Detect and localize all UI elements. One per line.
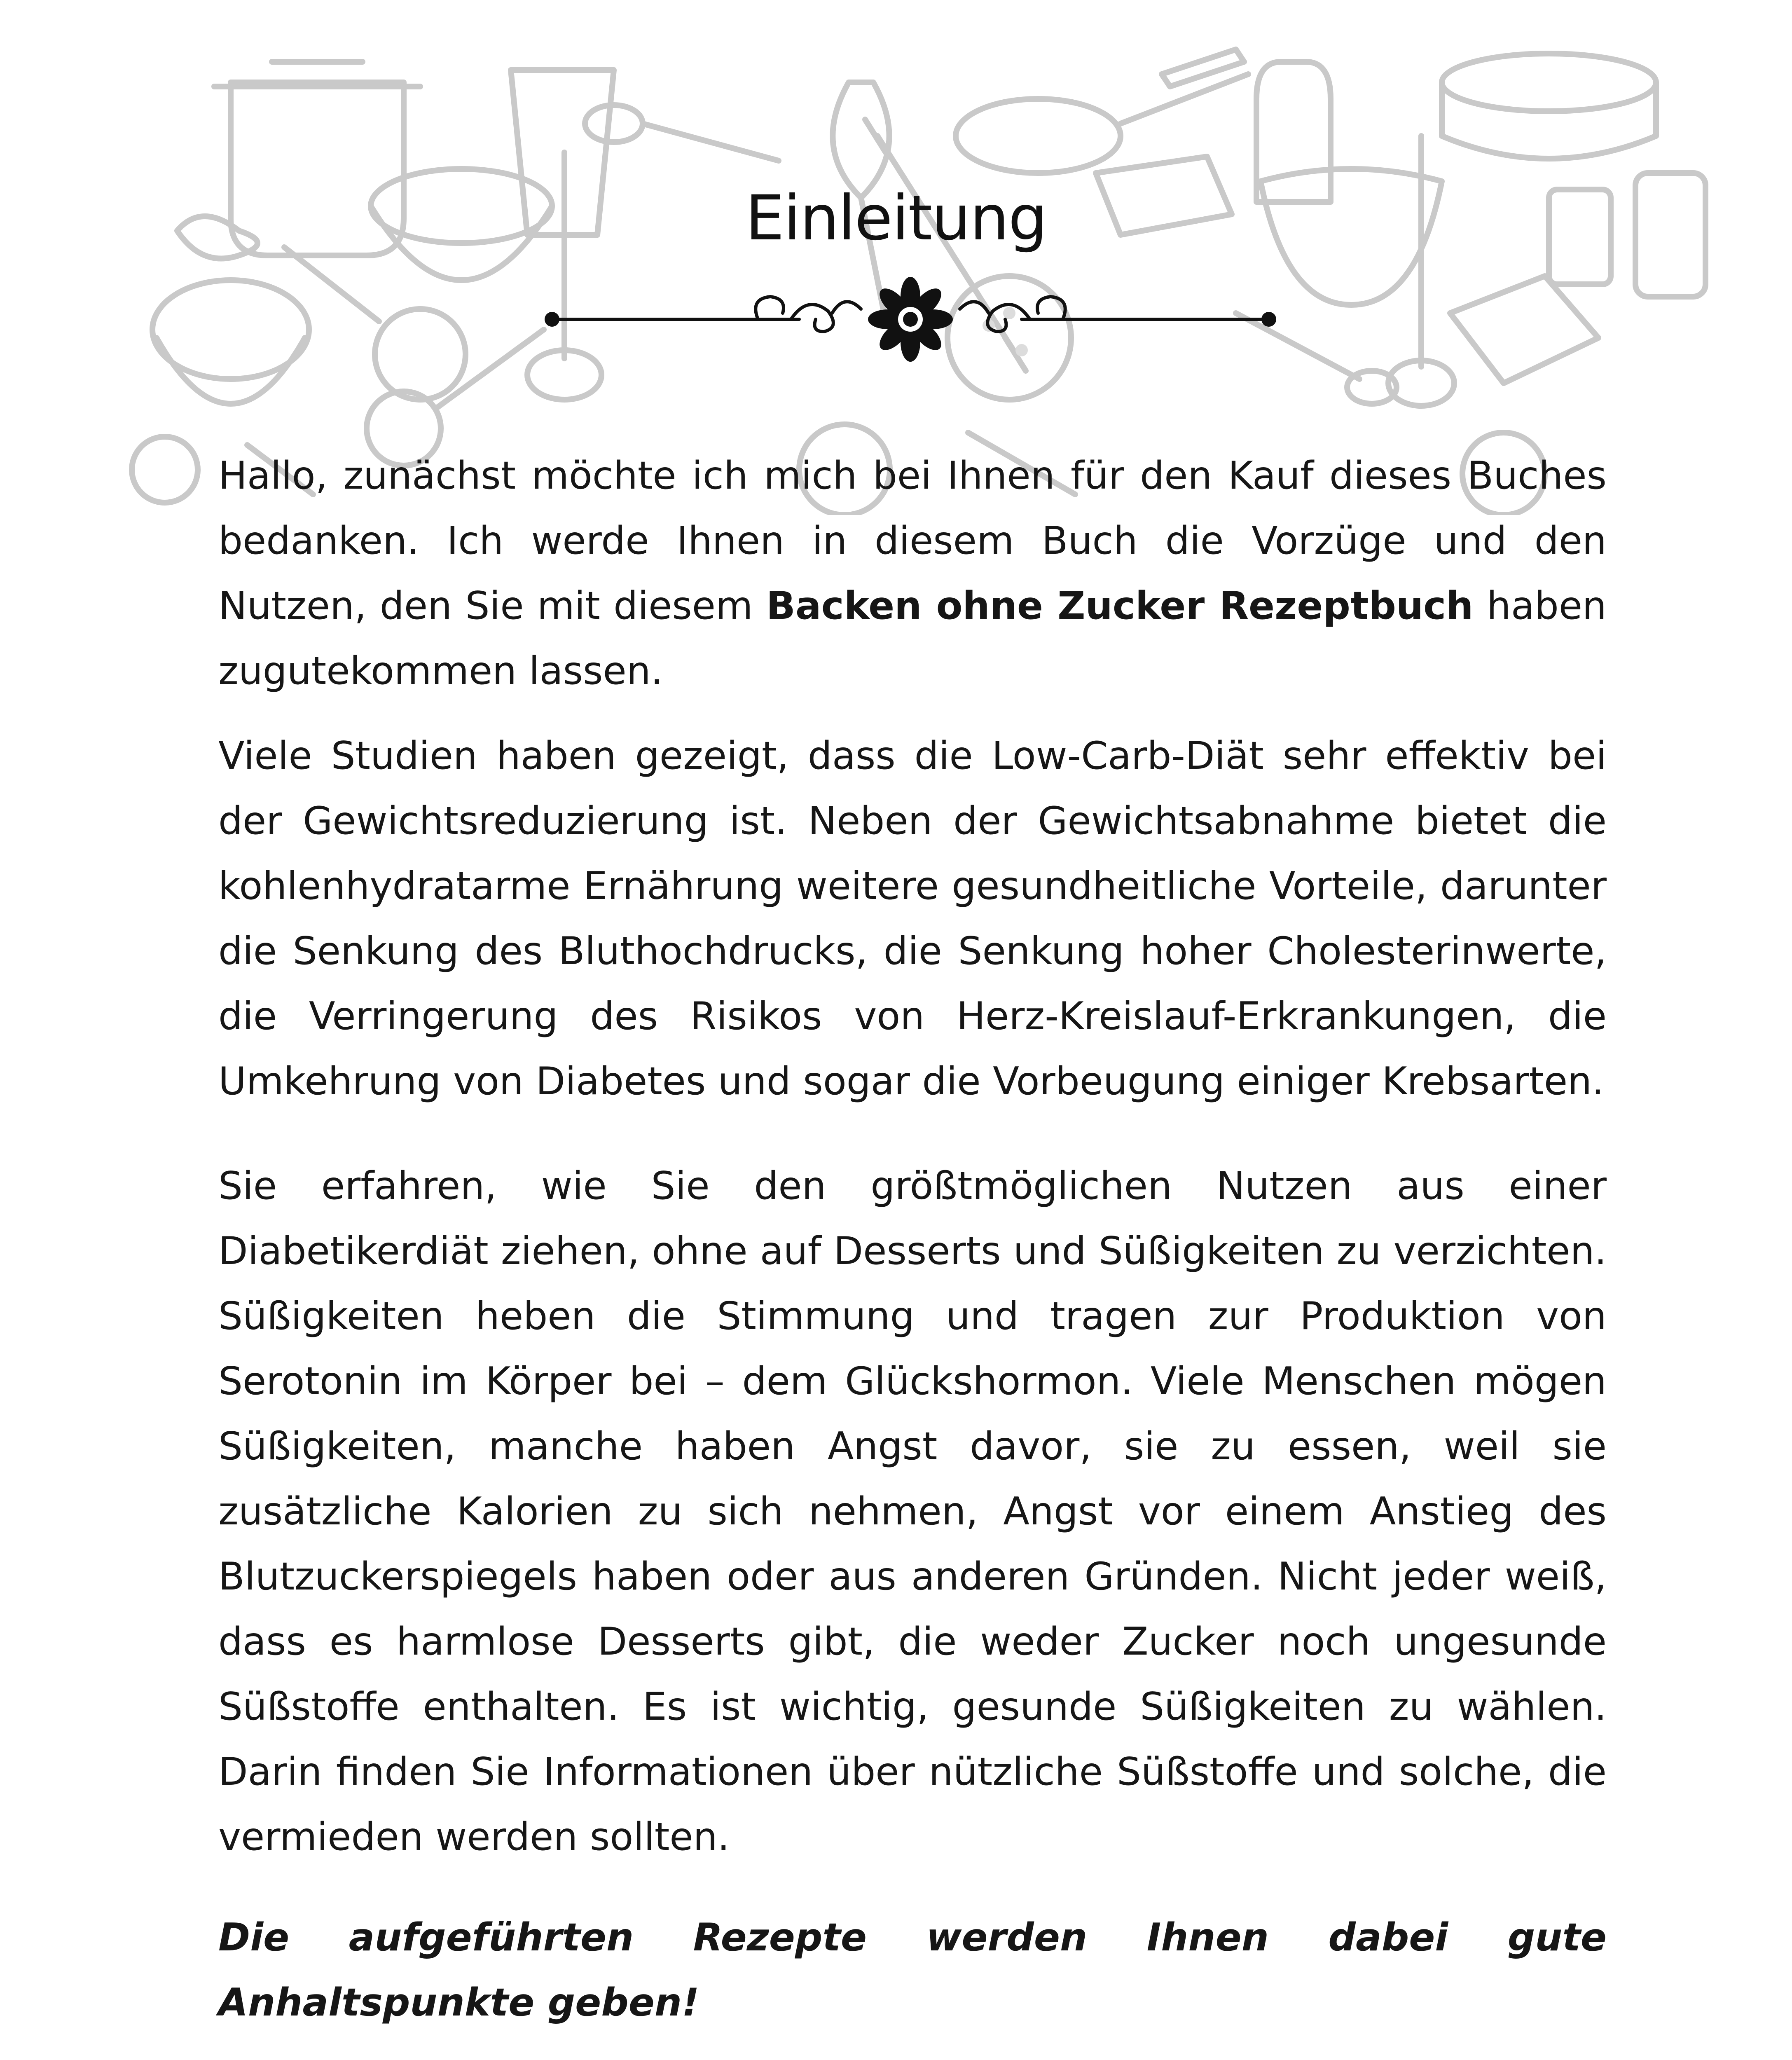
book-title-highlight: Backen ohne Zucker Rezeptbuch	[766, 583, 1474, 628]
paragraph-diabetic-diet: Sie erfahren, wie Sie den größtmöglichen Nutzen aus einer Diabetikerdiät ziehen, ohne auf Desserts und Süßigkeiten zu verzichten. Süßigkeiten heben die Stimmung und tragen zur Produktion von Serotonin im Körper bei – dem Glückshormon. Viele Menschen mögen Süßigkeiten, manche haben Angst davor, sie zu essen, weil sie zusätzliche Kalorien zu sich nehmen, Angst vor einem Anstieg des Blutzuckerspiegels haben oder aus anderen Gründen. Nicht jeder weiß, dass es harmlose Desserts gibt, die weder Zucker noch ungesunde Süßstoffe enthalten. Es ist wichtig, gesunde Süßigkeiten zu wählen. Darin finden Sie Informationen über nützliche Süßstoffe und solche, die vermieden werden sollten.	[218, 1163, 1607, 1859]
paragraph-thanks	[218, 443, 1607, 703]
flower-divider-icon	[544, 276, 1277, 363]
paragraph-low-carb: Viele Studien haben gezeigt, dass die Low-Carb-Diät sehr effektiv bei der Gewichtsreduzierung ist. Neben der Gewichtsabnahme bietet die kohlenhydratarme Ernährung weitere gesundheitliche Vorteile, darunter die Senkung des Bluthochdrucks, die Senkung hoher Cholesterinwerte, die Verringerung des Risikos von Herz-Kreislauf-Erkrankungen, die Umkehrung von Diabetes und sogar die Vorbeugung einiger Krebsarten.	[218, 733, 1607, 1103]
paragraph-recipes-note: Die aufgeführten Rezepte werden Ihnen dabei gute Anhaltspunkte geben!	[218, 1915, 1607, 2025]
intro-body	[218, 443, 1607, 2060]
paragraph-thanks-text-end: haben zugutekommen lassen.	[218, 583, 1607, 693]
paragraph-thanks-text-start: Hallo, zunächst möchte ich mich bei Ihnen für den Kauf dieses Buches bedanken. Ich werde Ihnen in diesem Buch die Vorzüge und den Nutzen, den Sie mit diesem	[218, 453, 1607, 628]
page-title: Einleitung	[745, 183, 1047, 254]
